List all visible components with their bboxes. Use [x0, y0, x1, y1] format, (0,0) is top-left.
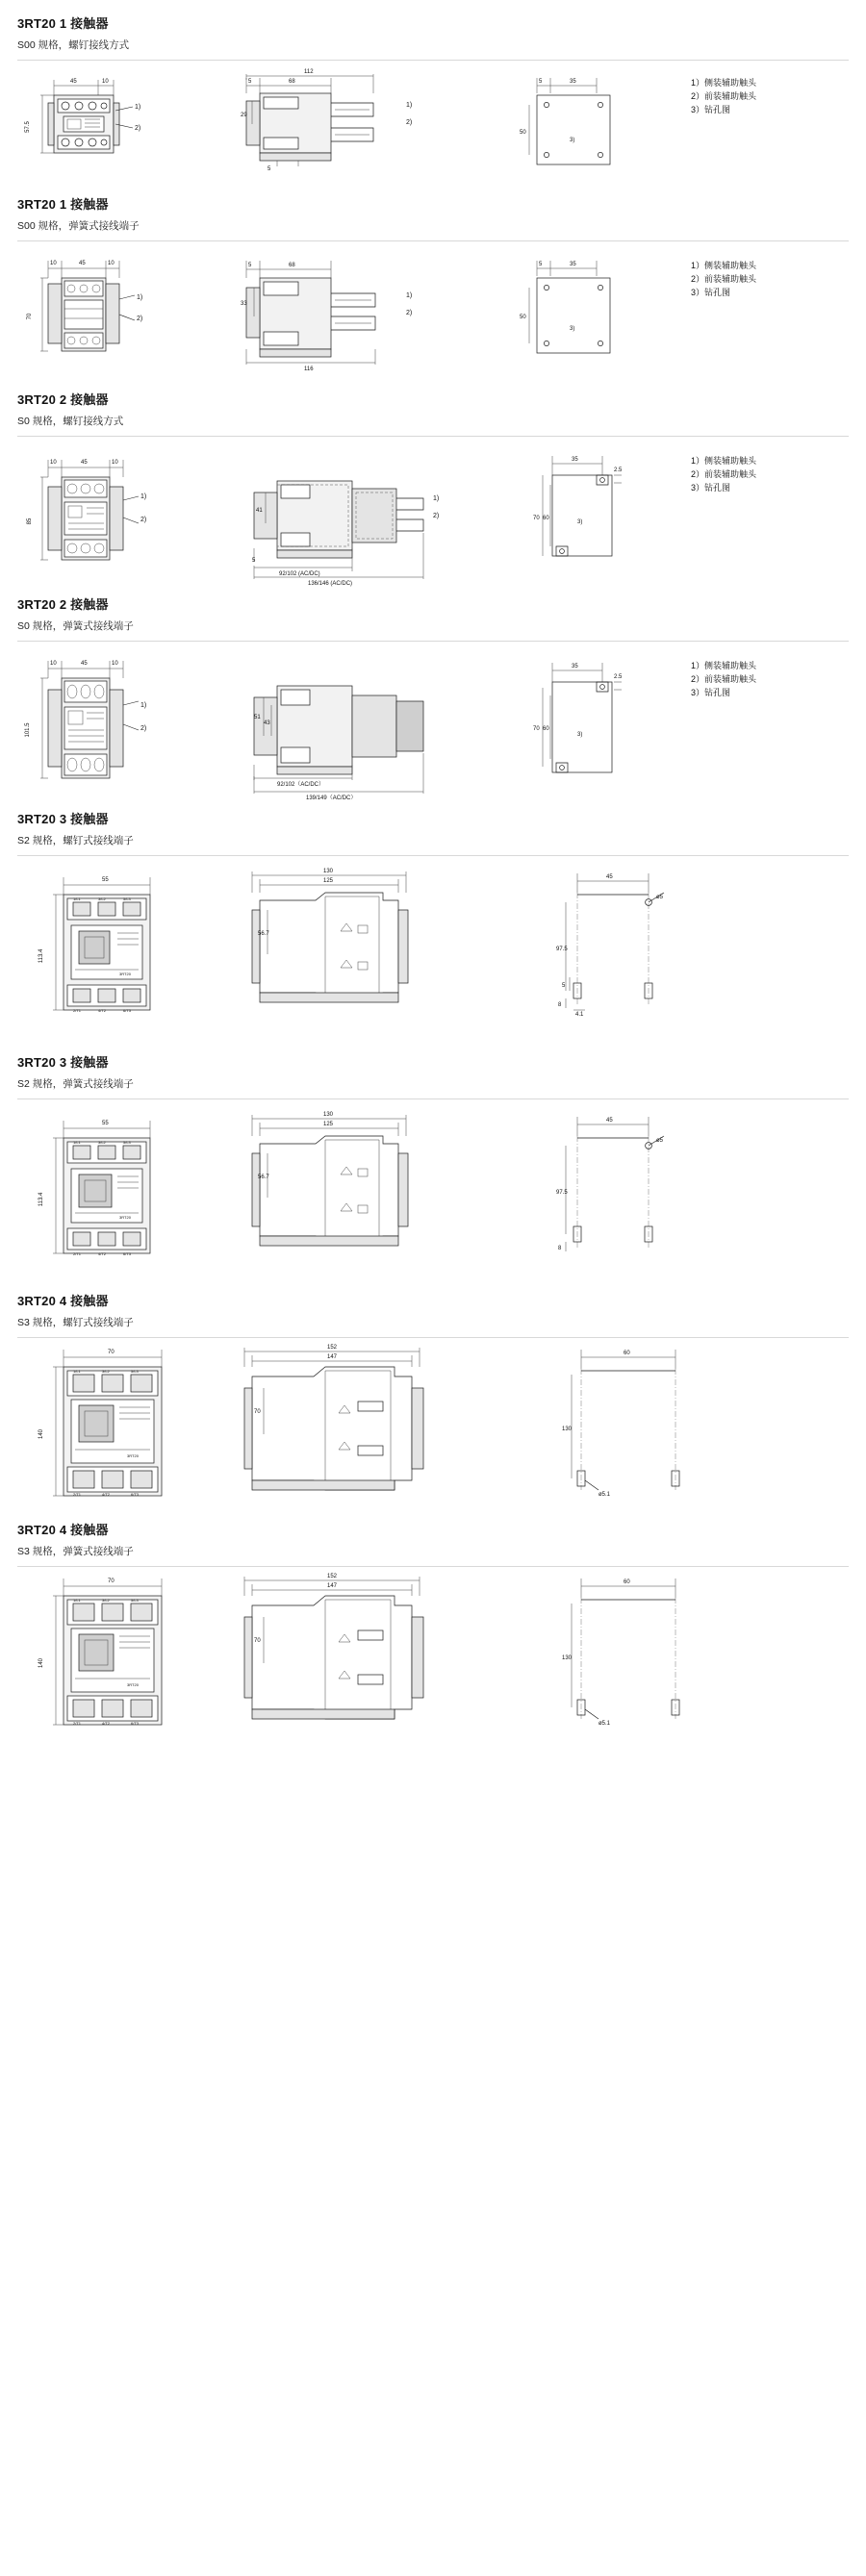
svg-text:112: 112: [304, 69, 314, 75]
svg-text:55: 55: [102, 1121, 109, 1126]
svg-text:5: 5: [267, 166, 271, 172]
svg-text:6/T3: 6/T3: [131, 1721, 140, 1726]
svg-text:113.4: 113.4: [38, 1192, 44, 1207]
svg-text:113.4: 113.4: [38, 948, 44, 964]
drawing-area: [17, 437, 849, 587]
svg-text:1/L1: 1/L1: [73, 897, 81, 901]
section-3rt201-spring: [0, 181, 866, 376]
svg-text:101.5: 101.5: [25, 722, 31, 738]
svg-text:4/T2: 4/T2: [102, 1721, 111, 1726]
svg-text:4.1: 4.1: [575, 1012, 584, 1018]
svg-text:3): 3): [577, 732, 583, 738]
section-3rt204-screw: [0, 1277, 866, 1506]
svg-text:6/T3: 6/T3: [123, 1251, 132, 1256]
svg-text:70: 70: [533, 726, 540, 732]
legend-item: 3）钻孔图: [691, 688, 731, 697]
svg-text:2): 2): [135, 125, 141, 132]
legend-item: 2）前装辅助触头: [691, 91, 757, 101]
svg-text:2): 2): [140, 517, 147, 523]
svg-text:70: 70: [533, 516, 540, 521]
section-3rt202-spring: [0, 581, 866, 801]
svg-text:45: 45: [606, 1118, 613, 1124]
section-subtitle: S00 规格，弹簧式接线端子: [17, 220, 140, 232]
svg-text:2/T1: 2/T1: [73, 1492, 82, 1497]
legend-item: 1）侧装辅助触头: [691, 261, 757, 270]
dimension-drawing-8: [17, 1567, 849, 1740]
svg-text:45: 45: [81, 460, 88, 466]
svg-text:3/L2: 3/L2: [102, 1598, 110, 1603]
legend-item: 2）前装辅助触头: [691, 469, 757, 479]
svg-text:70: 70: [254, 1638, 261, 1644]
svg-text:130: 130: [323, 869, 334, 874]
dimension-drawing-6: [17, 1099, 849, 1277]
legend-item: 3）钻孔图: [691, 288, 731, 297]
drawing-area: [17, 61, 849, 181]
svg-text:147: 147: [327, 1354, 338, 1360]
section-subtitle: S2 规格，螺钉式接线端子: [17, 835, 134, 846]
section-title: 3RT20 2 接触器: [17, 597, 109, 612]
svg-text:68: 68: [289, 79, 295, 85]
svg-text:2): 2): [406, 119, 413, 126]
svg-text:1): 1): [140, 702, 147, 709]
svg-text:70: 70: [254, 1409, 261, 1415]
svg-text:1/L1: 1/L1: [73, 1140, 81, 1145]
section-title: 3RT20 4 接触器: [17, 1523, 109, 1537]
svg-text:2): 2): [433, 513, 440, 519]
svg-text:3): 3): [570, 138, 575, 143]
svg-text:70: 70: [27, 313, 33, 320]
svg-text:35: 35: [570, 79, 576, 85]
svg-text:1/L1: 1/L1: [73, 1369, 81, 1374]
svg-text:35: 35: [572, 664, 578, 669]
legend-3: [691, 454, 756, 494]
svg-text:2): 2): [137, 316, 143, 322]
svg-text:1): 1): [137, 294, 143, 301]
svg-text:8: 8: [558, 1002, 562, 1008]
svg-text:5/L3: 5/L3: [131, 1598, 139, 1603]
drawing-area: [17, 241, 849, 376]
svg-text:6/T3: 6/T3: [131, 1492, 140, 1497]
svg-text:5/L3: 5/L3: [131, 1369, 139, 1374]
svg-text:41: 41: [256, 508, 263, 514]
svg-text:56.7: 56.7: [258, 931, 269, 937]
svg-text:2.5: 2.5: [614, 467, 623, 473]
svg-text:ø5.1: ø5.1: [599, 1721, 611, 1727]
drawing-area: [17, 642, 849, 801]
svg-text:35: 35: [570, 262, 576, 267]
section-title: 3RT20 4 接触器: [17, 1294, 109, 1308]
svg-text:130: 130: [323, 1112, 334, 1118]
svg-text:2/T1: 2/T1: [73, 1251, 82, 1256]
legend-item: 1）侧装辅助触头: [691, 661, 757, 670]
svg-text:97.5: 97.5: [556, 1190, 568, 1196]
svg-text:3): 3): [577, 519, 583, 525]
section-subtitle: S2 规格，弹簧式接线端子: [17, 1078, 134, 1090]
svg-text:35: 35: [572, 457, 578, 463]
svg-text:152: 152: [327, 1345, 338, 1351]
svg-text:6/T3: 6/T3: [123, 1008, 132, 1013]
svg-text:3RT20: 3RT20: [127, 1453, 139, 1458]
svg-text:140: 140: [38, 1657, 44, 1669]
svg-text:10: 10: [102, 79, 109, 85]
section-subtitle: S3 规格，螺钉式接线端子: [17, 1317, 134, 1328]
svg-text:60: 60: [543, 726, 549, 732]
svg-text:10: 10: [112, 460, 118, 466]
svg-text:147: 147: [327, 1583, 338, 1589]
svg-text:5: 5: [248, 263, 252, 268]
svg-text:4/T2: 4/T2: [98, 1008, 107, 1013]
svg-text:45: 45: [606, 874, 613, 880]
drawing-area: [17, 1099, 849, 1277]
svg-text:60: 60: [624, 1351, 630, 1356]
svg-text:5: 5: [252, 558, 256, 564]
svg-text:10: 10: [50, 460, 57, 466]
section-3rt201-screw: [0, 0, 866, 181]
svg-text:29: 29: [241, 113, 247, 118]
svg-text:130: 130: [562, 1427, 573, 1432]
svg-text:45: 45: [79, 261, 86, 266]
svg-text:85: 85: [27, 518, 33, 525]
svg-text:2.5: 2.5: [614, 674, 623, 680]
svg-text:10: 10: [50, 261, 57, 266]
svg-text:3/L2: 3/L2: [102, 1369, 110, 1374]
legend-item: 3）钻孔图: [691, 105, 731, 114]
svg-text:3RT20: 3RT20: [119, 972, 131, 976]
svg-text:2): 2): [406, 310, 413, 316]
svg-text:4/T2: 4/T2: [102, 1492, 111, 1497]
svg-text:10: 10: [50, 661, 57, 667]
section-subtitle: S0 规格，弹簧式接线端子: [17, 620, 134, 632]
legend-4: [691, 659, 756, 699]
legend-2: [691, 259, 756, 299]
section-title: 3RT20 2 接触器: [17, 392, 109, 407]
legend-1: [691, 76, 756, 116]
legend-item: 3）钻孔图: [691, 483, 731, 492]
section-title: 3RT20 1 接触器: [17, 197, 109, 212]
svg-text:139/149（AC/DC）: 139/149（AC/DC）: [306, 796, 357, 801]
svg-text:92/102 (AC/DC): 92/102 (AC/DC): [279, 571, 320, 577]
svg-text:60: 60: [543, 516, 549, 521]
section-3rt204-spring: [0, 1506, 866, 1740]
section-title: 3RT20 3 接触器: [17, 812, 109, 826]
svg-text:1/L1: 1/L1: [73, 1598, 81, 1603]
svg-text:1): 1): [433, 495, 440, 502]
section-3rt203-screw: [0, 796, 866, 1039]
svg-text:5: 5: [562, 983, 566, 989]
svg-text:ø5: ø5: [656, 1138, 664, 1144]
section-subtitle: S0 规格，螺钉接线方式: [17, 416, 124, 427]
svg-text:50: 50: [520, 315, 526, 320]
drawing-area: [17, 1338, 849, 1506]
svg-text:1): 1): [135, 104, 141, 111]
svg-text:5/L3: 5/L3: [123, 1140, 131, 1145]
dimension-drawing-7: [17, 1338, 849, 1506]
legend-item: 1）侧装辅助触头: [691, 78, 757, 88]
svg-text:45: 45: [81, 661, 88, 667]
svg-text:ø5: ø5: [656, 895, 664, 900]
svg-text:70: 70: [108, 1578, 115, 1584]
svg-text:10: 10: [112, 661, 118, 667]
section-title: 3RT20 3 接触器: [17, 1055, 109, 1070]
drawing-area: [17, 856, 849, 1039]
svg-text:3RT20: 3RT20: [119, 1215, 131, 1220]
svg-text:68: 68: [289, 263, 295, 268]
legend-item: 2）前装辅助触头: [691, 674, 757, 684]
svg-text:55: 55: [102, 877, 109, 883]
svg-text:136/146 (AC/DC): 136/146 (AC/DC): [308, 581, 353, 587]
svg-text:3/L2: 3/L2: [98, 897, 106, 901]
svg-text:125: 125: [323, 878, 334, 884]
svg-text:2): 2): [140, 725, 147, 732]
section-title: 3RT20 1 接触器: [17, 16, 109, 31]
section-3rt203-spring: [0, 1039, 866, 1277]
svg-text:3): 3): [570, 326, 575, 332]
svg-text:116: 116: [304, 366, 314, 372]
svg-text:2/T1: 2/T1: [73, 1008, 82, 1013]
svg-text:1): 1): [406, 102, 413, 109]
svg-text:33: 33: [241, 301, 247, 307]
svg-text:50: 50: [520, 130, 526, 136]
svg-text:8: 8: [558, 1246, 562, 1251]
svg-text:56.7: 56.7: [258, 1174, 269, 1180]
svg-text:152: 152: [327, 1574, 338, 1579]
svg-text:140: 140: [38, 1428, 44, 1440]
dimension-drawing-5: [17, 856, 849, 1039]
svg-text:51: 51: [254, 715, 261, 720]
svg-text:5/L3: 5/L3: [123, 897, 131, 901]
drawing-area: [17, 1567, 849, 1740]
svg-text:57.5: 57.5: [25, 121, 31, 133]
section-subtitle: S00 规格，螺钉接线方式: [17, 39, 130, 51]
svg-text:125: 125: [323, 1122, 334, 1127]
section-3rt202-screw: [0, 376, 866, 587]
svg-text:43: 43: [264, 720, 270, 726]
svg-text:92/102（AC/DC）: 92/102（AC/DC）: [277, 782, 325, 788]
section-subtitle: S3 规格，弹簧式接线端子: [17, 1546, 134, 1557]
svg-text:2/T1: 2/T1: [73, 1721, 82, 1726]
svg-text:1): 1): [406, 292, 413, 299]
svg-text:5: 5: [539, 79, 543, 85]
svg-text:60: 60: [624, 1579, 630, 1585]
svg-text:5: 5: [248, 79, 252, 85]
svg-text:97.5: 97.5: [556, 947, 568, 952]
svg-text:70: 70: [108, 1350, 115, 1355]
svg-text:10: 10: [108, 261, 115, 266]
legend-item: 2）前装辅助触头: [691, 274, 757, 284]
svg-text:ø5.1: ø5.1: [599, 1492, 611, 1498]
svg-text:5: 5: [539, 262, 543, 267]
svg-text:3/L2: 3/L2: [98, 1140, 106, 1145]
svg-text:3RT20: 3RT20: [127, 1682, 139, 1687]
svg-text:1): 1): [140, 493, 147, 500]
svg-text:4/T2: 4/T2: [98, 1251, 107, 1256]
svg-text:130: 130: [562, 1655, 573, 1661]
legend-item: 1）侧装辅助触头: [691, 456, 757, 466]
svg-text:45: 45: [70, 79, 77, 85]
